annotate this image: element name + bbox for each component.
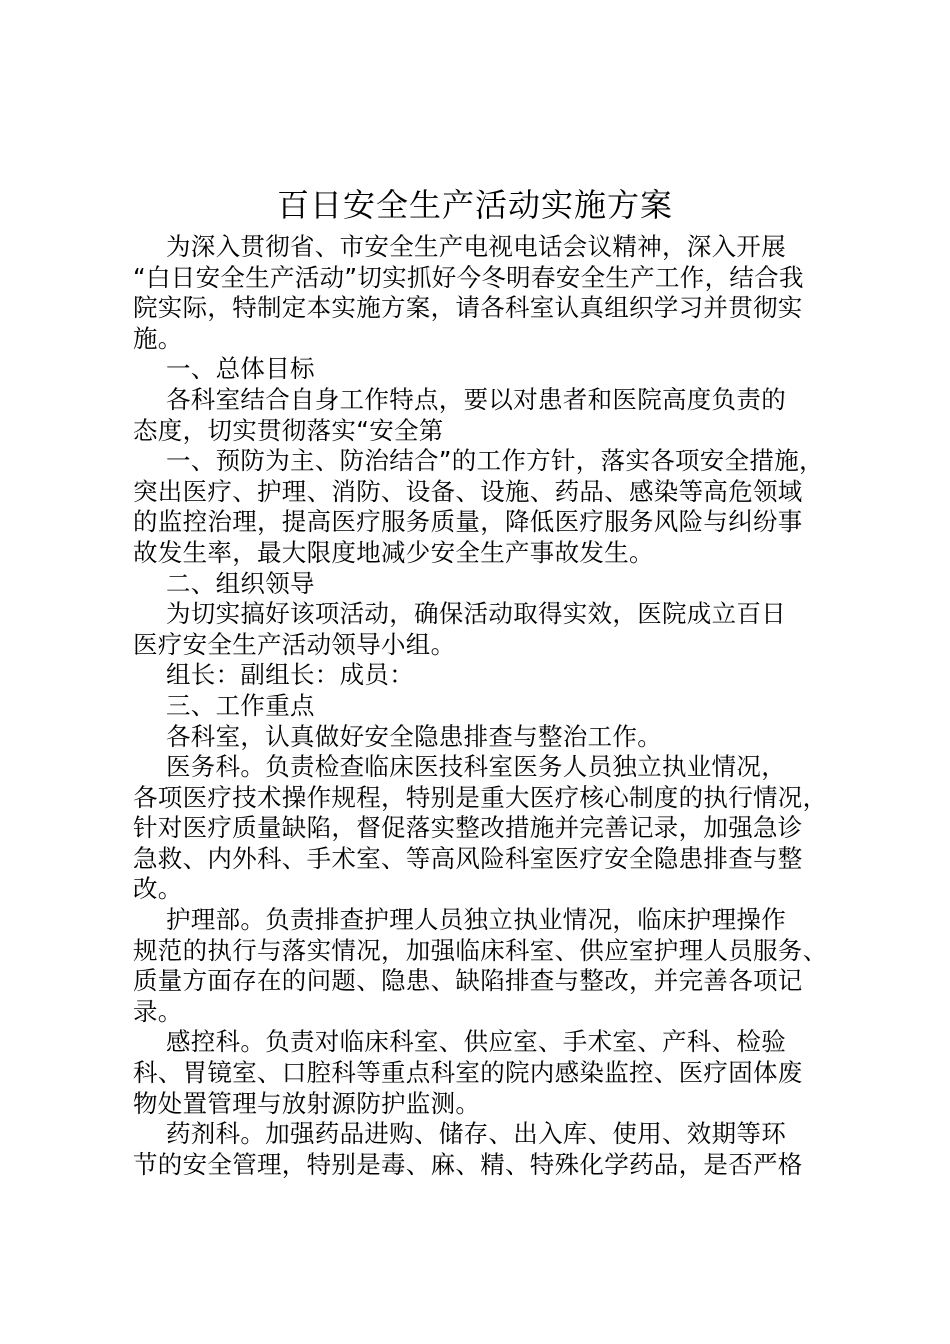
section-heading-2: 二、组织领导 (166, 568, 315, 598)
text-line: 的监控治理，提高医疗服务质量，降低医疗服务风险与纠纷事 (133, 507, 803, 537)
text-line: 科、胃镜室、口腔科等重点科室的院内感染监控、医疗固体废 (133, 1058, 803, 1088)
text-line: 为切实搞好该项活动，确保活动取得实效，医院成立百日 (166, 599, 786, 629)
text-line: 施。 (133, 323, 183, 353)
section-heading-3: 三、工作重点 (166, 690, 315, 720)
text-line: 各科室结合自身工作特点，要以对患者和医院高度负责的 (166, 384, 786, 414)
text-line: 物处置管理与放射源防护监测。 (133, 1088, 481, 1118)
text-line: 一、预防为主、防治结合”的工作方针，落实各项安全措施， (166, 446, 824, 476)
text-line: 院实际，特制定本实施方案，请各科室认真组织学习并贯彻实 (133, 293, 803, 323)
text-line: 急救、内外科、手术室、等高风险科室医疗安全隐患排查与整 (133, 843, 803, 873)
text-line: 质量方面存在的问题、隐患、缺陷排查与整改，并完善各项记 (133, 966, 803, 996)
text-line: 医务科。负责检查临床医技科室医务人员独立执业情况， (166, 752, 786, 782)
text-line: 感控科。负责对临床科室、供应室、手术室、产科、检验 (166, 1027, 786, 1057)
text-line: 态度，切实贯彻落实“安全第 (133, 415, 444, 445)
document-body (133, 232, 853, 1180)
text-line: 录。 (133, 996, 183, 1026)
text-line: 节的安全管理，特别是毒、麻、精、特殊化学药品，是否严格 (133, 1149, 803, 1179)
text-line: 规范的执行与落实情况，加强临床科室、供应室护理人员服务、 (133, 935, 828, 965)
text-line: 突出医疗、护理、消防、设备、设施、药品、感染等高危领域 (133, 476, 803, 506)
text-line: 为深入贯彻省、市安全生产电视电话会议精神，深入开展 (166, 232, 786, 261)
text-line: 医疗安全生产活动领导小组。 (133, 629, 456, 659)
text-line: 组长：副组长：成员： (166, 660, 414, 690)
text-line: 各项医疗技术操作规程，特别是重大医疗核心制度的执行情况， (133, 782, 828, 812)
text-line: 故发生率，最大限度地减少安全生产事故发生。 (133, 537, 654, 567)
document-title: 百日安全生产活动实施方案 (276, 186, 673, 224)
text-line: 护理部。负责排查护理人员独立执业情况，临床护理操作 (166, 905, 786, 935)
text-line: 针对医疗质量缺陷，督促落实整改措施并完善记录，加强急诊 (133, 813, 803, 843)
section-heading-1: 一、总体目标 (166, 354, 315, 384)
text-line: 各科室，认真做好安全隐患排查与整治工作。 (166, 721, 662, 751)
text-line: 药剂科。加强药品进购、储存、出入库、使用、效期等环 (166, 1119, 786, 1149)
text-line: “白日安全生产活动”切实抓好今冬明春安全生产工作，结合我 (133, 262, 804, 292)
text-line: 改。 (133, 874, 183, 904)
